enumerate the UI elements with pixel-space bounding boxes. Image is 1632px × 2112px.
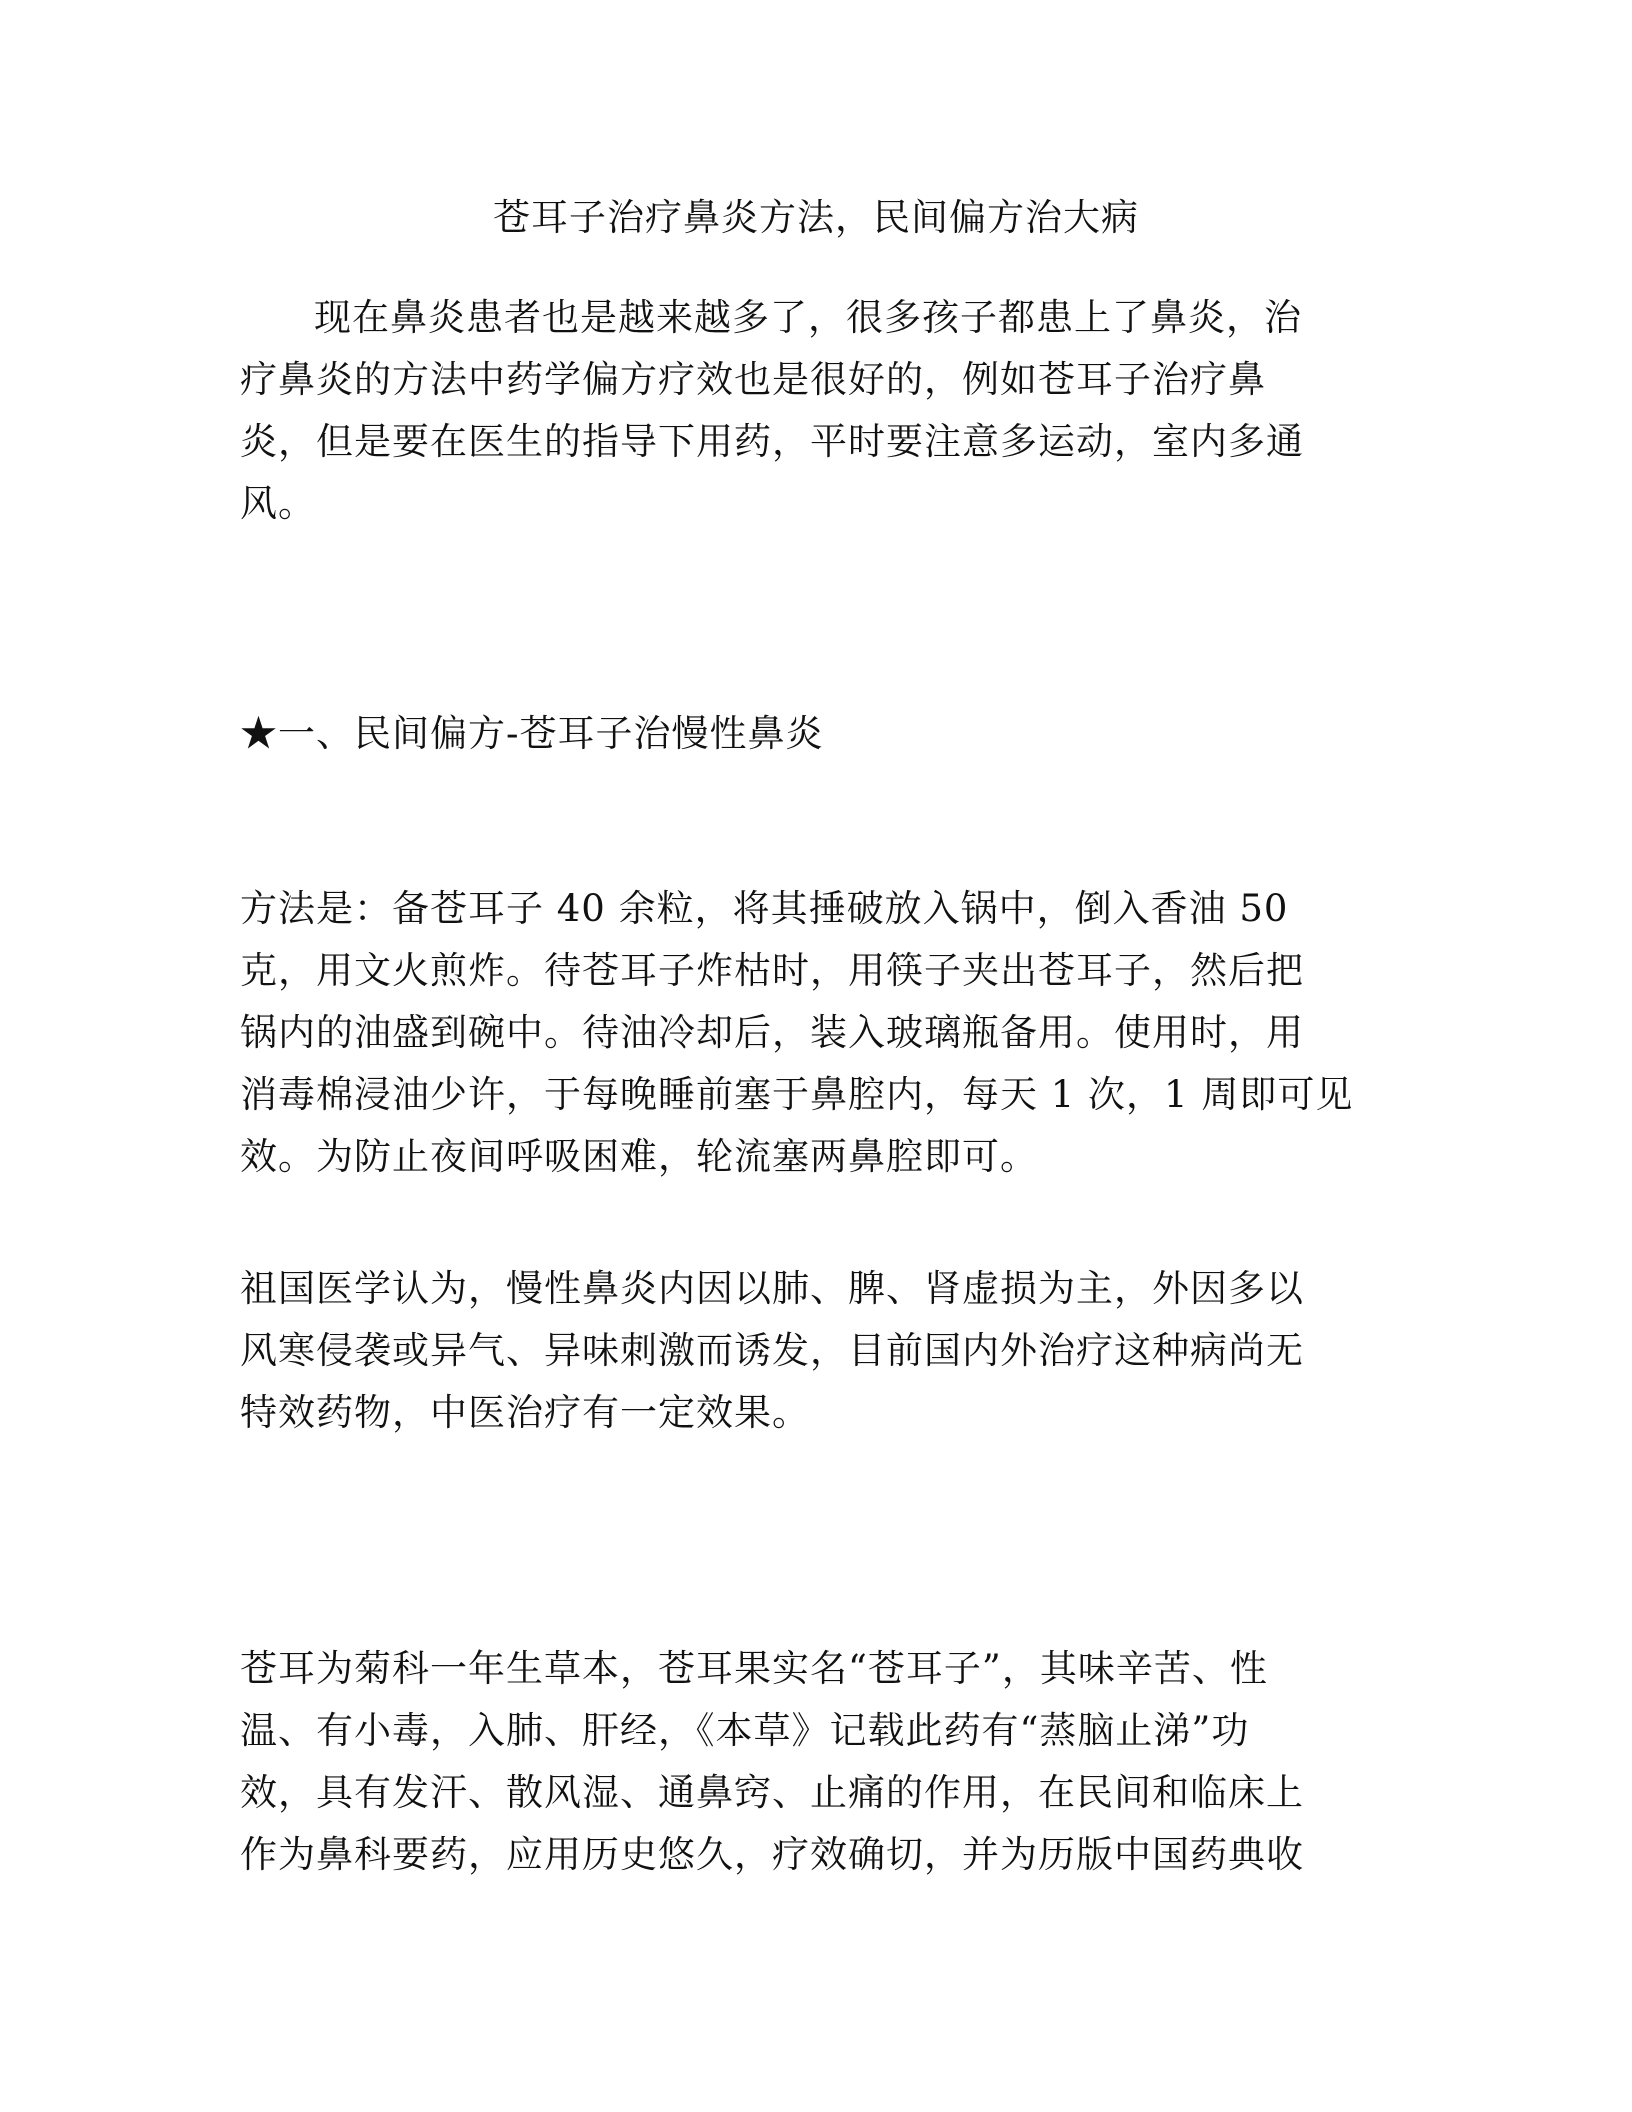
text-line: 克，用文火煎炸。待苍耳子炸枯时，用筷子夹出苍耳子，然后把 xyxy=(240,949,1304,992)
text-line: 风寒侵袭或异气、异味刺激而诱发，目前国内外治疗这种病尚无 xyxy=(240,1329,1304,1372)
text-line: 温、有小毒，入肺、肝经，《本草》记载此药有“蒸脑止涕”功 xyxy=(240,1709,1250,1752)
text-line: 苍耳为菊科一年生草本，苍耳果实名“苍耳子”，其味辛苦、性 xyxy=(240,1647,1268,1690)
text-line: 疗鼻炎的方法中药学偏方疗效也是很好的，例如苍耳子治疗鼻 xyxy=(240,358,1266,401)
text-line: 风。 xyxy=(240,482,316,525)
theory-paragraph xyxy=(240,1258,1400,1444)
herb-paragraph xyxy=(240,1638,1400,1886)
text-line: ★一、民间偏方-苍耳子治慢性鼻炎 xyxy=(240,712,824,755)
text-line: 现在鼻炎患者也是越来越多了，很多孩子都患上了鼻炎，治 xyxy=(314,296,1302,339)
text-line: 炎，但是要在医生的指导下用药，平时要注意多运动，室内多通 xyxy=(240,420,1304,463)
text-line: 锅内的油盛到碗中。待油冷却后，装入玻璃瓶备用。使用时，用 xyxy=(240,1011,1304,1054)
page-title: 苍耳子治疗鼻炎方法，民间偏方治大病 xyxy=(493,196,1139,239)
text-line: 效。为防止夜间呼吸困难，轮流塞两鼻腔即可。 xyxy=(240,1135,1038,1178)
text-line: 作为鼻科要药，应用历史悠久，疗效确切，并为历版中国药典收 xyxy=(240,1833,1304,1876)
text-line: 特效药物，中医治疗有一定效果。 xyxy=(240,1391,810,1434)
text-line: 消毒棉浸油少许，于每晚睡前塞于鼻腔内，每天 1 次，1 周即可见 xyxy=(240,1073,1354,1116)
method-paragraph xyxy=(240,878,1400,1188)
text-line: 方法是：备苍耳子 40 余粒，将其捶破放入锅中，倒入香油 50 xyxy=(240,887,1289,930)
intro-paragraph xyxy=(240,287,1400,535)
section-heading xyxy=(240,703,1400,765)
text-line: 祖国医学认为，慢性鼻炎内因以肺、脾、肾虚损为主，外因多以 xyxy=(240,1267,1304,1310)
text-line: 效，具有发汗、散风湿、通鼻窍、止痛的作用，在民间和临床上 xyxy=(240,1771,1304,1814)
